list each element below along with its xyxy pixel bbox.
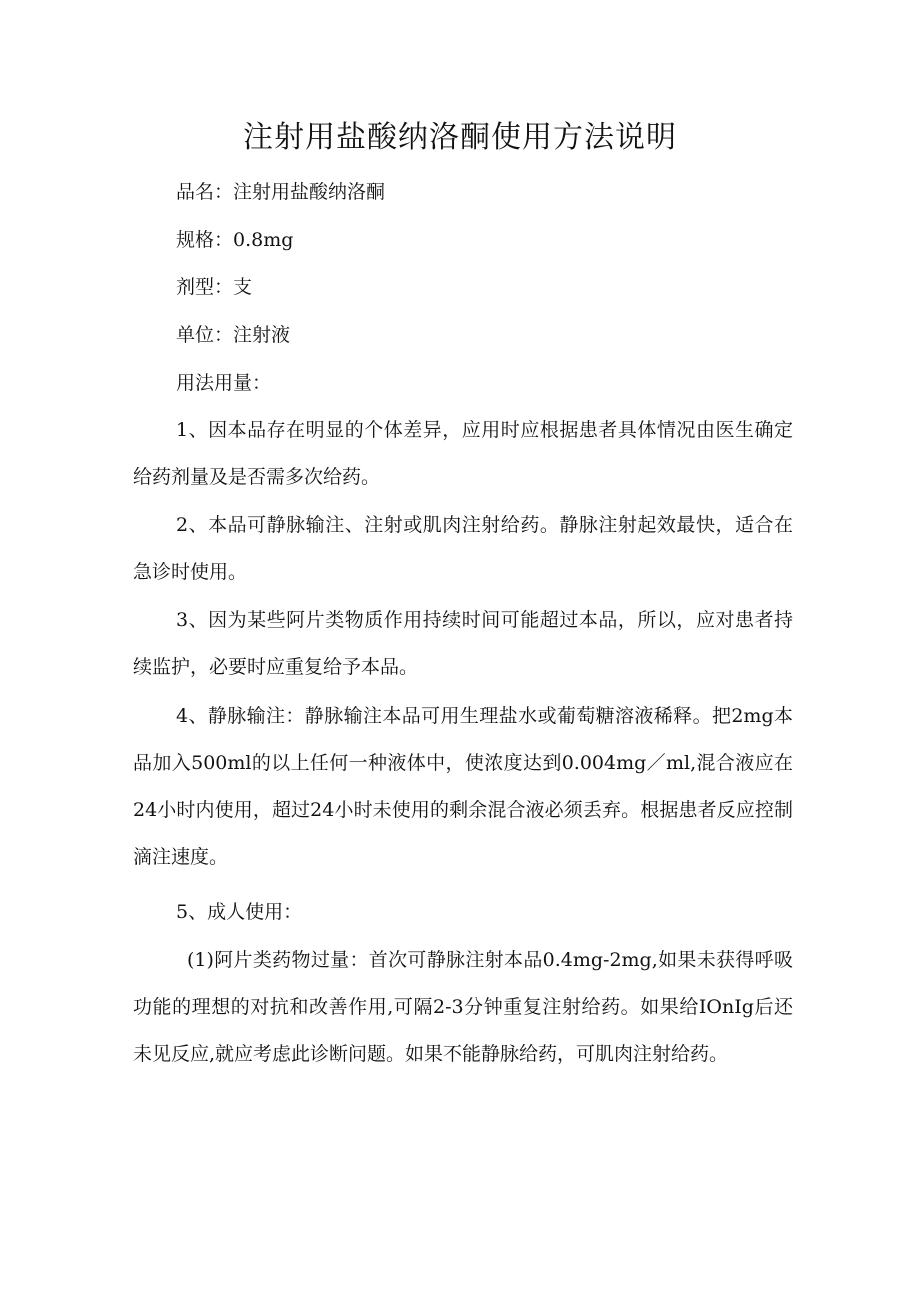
usage-item-4: 4、静脉输注：静脉输注本品可用生理盐水或葡萄糖溶液稀释。把2mg本品加入500ml的以上任何一种液体中，使浓度达到0.004mg／ml,混合液应在24小时内使用，超过24小时未使用的剩余混合液必须丢弃。根据患者反应控制滴注速度。 (133, 705, 793, 868)
specification: 规格：0.8mg (176, 229, 294, 251)
usage-item-3: 3、因为某些阿片类物质作用持续时间可能超过本品，所以，应对患者持续监护，必要时应重复给予本品。 (133, 609, 793, 678)
usage-heading: 用法用量： (176, 372, 272, 394)
usage-item-2: 2、本品可静脉输注、注射或肌肉注射给药。静脉注射起效最快，适合在急诊时使用。 (133, 514, 793, 583)
usage-item-1: 1、因本品存在明显的个体差异，应用时应根据患者具体情况由医生确定给药剂量及是否需多次给药。 (133, 419, 793, 488)
document-title: 注射用盐酸纳洛酮使用方法说明 (243, 120, 677, 155)
usage-item-5: 5、成人使用： (176, 901, 303, 923)
usage-item-5-1: (1)阿片类药物过量：首次可静脉注射本品0.4mg-2mg,如果未获得呼吸功能的理想的对抗和改善作用,可隔2-3分钟重复注射给药。如果给IOnIg后还未见反应,就应考虑此诊断问题。如果不能静脉给药，可肌肉注射给药。 (133, 949, 793, 1065)
unit: 单位：注射液 (176, 324, 291, 346)
dosage-form: 剂型：支 (176, 276, 253, 298)
product-name: 品名：注射用盐酸纳洛酮 (176, 181, 386, 203)
